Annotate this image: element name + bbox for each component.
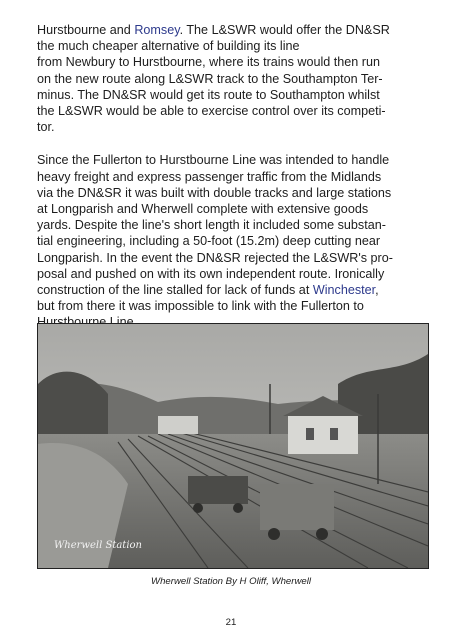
station-photograph [37, 323, 429, 569]
text-line: the much cheaper alternative of building its line [37, 39, 300, 54]
winchester-link[interactable]: Winchester [312, 283, 376, 298]
text-line: posal and pushed on with its own independent route. Ironically [37, 266, 385, 281]
text-line: Longparish. In the event the DN&SR rejected the L&SWR's pro- [37, 250, 393, 265]
text-line: tor. [37, 120, 55, 135]
text-run: Hurstbourne and [37, 23, 135, 37]
text-line: tial engineering, including a 50-foot (15.2m) deep cutting near [37, 234, 381, 249]
text-line: heavy freight and express passenger traffic from the Midlands [37, 169, 382, 184]
romsey-link[interactable]: Romsey [134, 23, 180, 37]
covered-wagon [260, 484, 334, 530]
text-run: . The L&SWR would offer the DN&SR [179, 23, 390, 37]
text-line: from Newbury to Hurstbourne, where its trains would then run [37, 55, 380, 70]
goods-shed [158, 416, 198, 434]
wagon-wheel [268, 528, 280, 540]
text-line: via the DN&SR it was built with double tracks and large stations [37, 185, 392, 200]
wagon-wheel [316, 528, 328, 540]
text-line: but from there it was impossible to link with the Fullerton to [37, 299, 364, 314]
paragraph-1 [37, 22, 429, 135]
text-line: yards. Despite the line's short length it included some substan- [37, 218, 386, 233]
paragraph-2 [37, 152, 429, 330]
text-line [37, 22, 429, 38]
page-number: 21 [225, 617, 237, 628]
photo-caption: Wherwell Station By H Oliff, Wherwell [151, 576, 311, 587]
station-house [288, 414, 358, 454]
text-line: on the new route along L&SWR track to the Southampton Ter- [37, 71, 383, 86]
goods-wagon [188, 476, 248, 504]
text-line: minus. The DN&SR would get its route to Southampton whilst [37, 87, 380, 102]
text-line: the L&SWR would be able to exercise control over its competi- [37, 104, 386, 119]
body-text [37, 22, 429, 331]
photo-inscription: Wherwell Station [54, 540, 142, 551]
photo-illustration [38, 324, 428, 568]
text-line: at Longparish and Wherwell complete with extensive goods [37, 202, 369, 217]
text-run: construction of the line stalled for lack of funds at [37, 283, 313, 298]
text-run: , [375, 283, 379, 298]
wagon-wheel [233, 503, 243, 513]
text-line: Since the Fullerton to Hurstbourne Line was intended to handle [37, 153, 390, 168]
station-window [306, 428, 314, 440]
text-line [37, 282, 429, 298]
wagon-wheel [193, 503, 203, 513]
station-window [330, 428, 338, 440]
